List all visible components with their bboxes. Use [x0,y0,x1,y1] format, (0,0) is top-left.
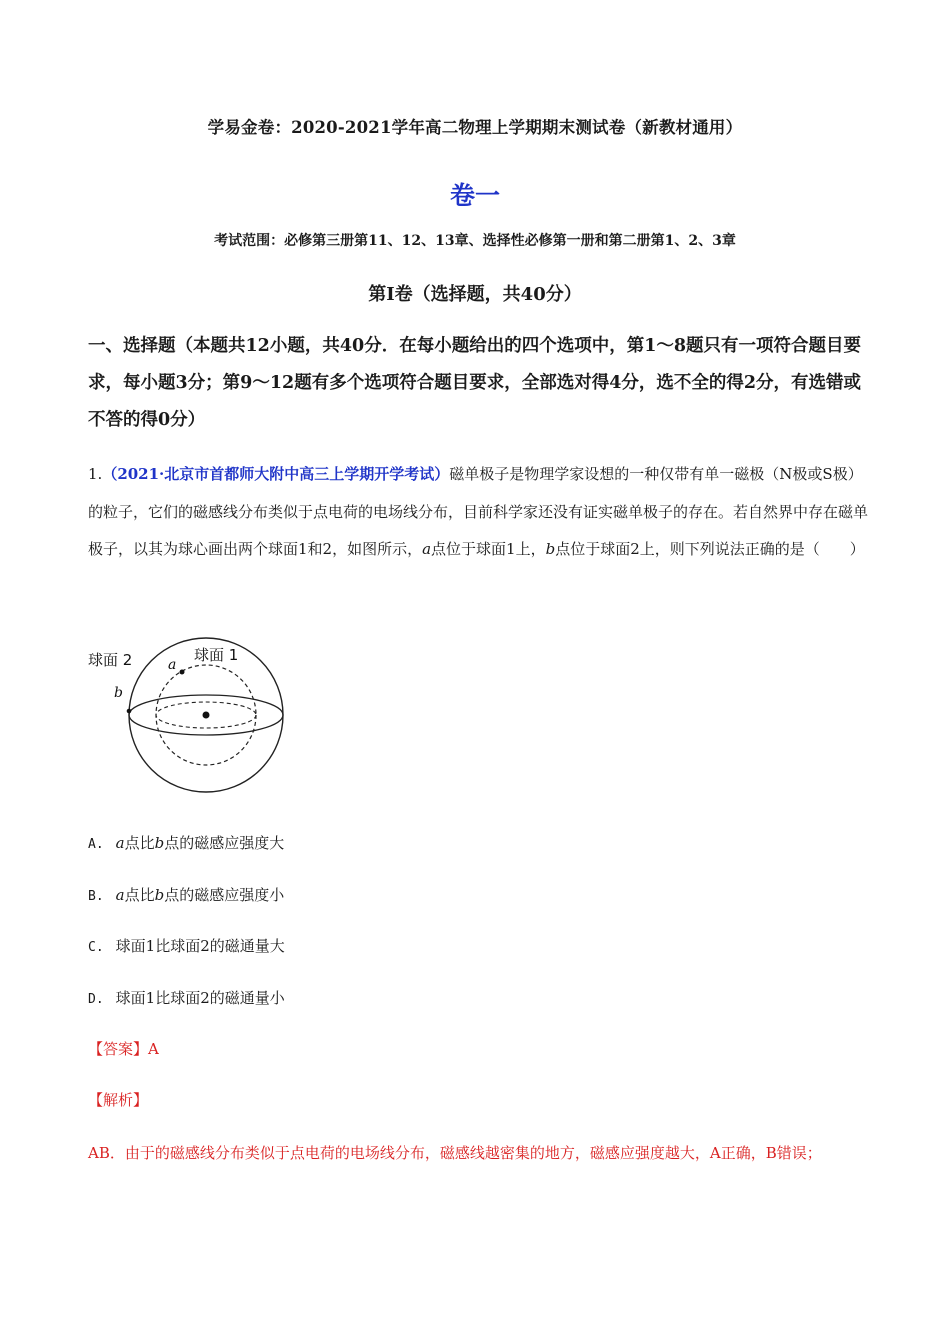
stem-text-1: 磁单极子是物理学家设想的一种仅带有单一磁极（N极或S极）的粒子，它们的磁感线分布类似于点电荷的电场线分布，目前科学家还没有证实磁单极子的存在。若自然界中存在磁单极子，以其为球心画出两个球面1和2，如图所示， [88,465,869,558]
paper-title: 学易金卷：2020-2021学年高二物理上学期期末测试卷（新教材通用） [207,118,743,137]
option-c: C. 球面1比球面2的磁通量大 [88,937,285,955]
center-point [203,712,210,719]
question-source: （2021·北京市首都师大附中高三上学期开学考试） [102,465,450,483]
volume-title: 卷一 [449,181,500,210]
point-a [180,670,185,675]
question-1-stem [88,456,868,569]
section-heading: 一、选择题（本题共12小题，共40分．在每小题给出的四个选项中，第1～8题只有一项符合题目要求，每小题3分；第9～12题有多个选项符合题目要求，全部选对得4分，选不全的得2分，有选错或不答的得0分） [88,336,862,430]
label-b: b [114,685,123,701]
stem-text-3: 点位于球面2上，则下列说法正确的是（ ） [555,540,865,558]
question-number: 1. [88,465,103,483]
label-a: a [168,657,177,673]
label-sphere-1: 球面 1 [194,646,239,664]
label-sphere-2: 球面 2 [88,651,133,669]
option-a: A. a点比b点的磁感应强度大 [88,834,285,852]
exam-scope: 考试范围：必修第三册第11、12、13章、选择性必修第一册和第二册第1、2、3章 [214,233,736,249]
var-a: a [422,540,432,558]
stem-text-2: 点位于球面1上， [431,540,546,558]
option-b: B. a点比b点的磁感应强度小 [88,886,285,904]
sphere-diagram [86,636,296,796]
analysis-label: 【解析】 [88,1091,149,1109]
point-b [127,709,132,714]
answer: 【答案】A [88,1040,159,1058]
option-d: D. 球面1比球面2的磁通量小 [88,989,285,1007]
analysis-text: AB．由于的磁感线分布类似于点电荷的电场线分布，磁感线越密集的地方，磁感应强度越大，A正确，B错误； [88,1144,822,1162]
part-title: 第Ⅰ卷（选择题，共40分） [368,284,582,305]
var-b: b [545,540,556,558]
